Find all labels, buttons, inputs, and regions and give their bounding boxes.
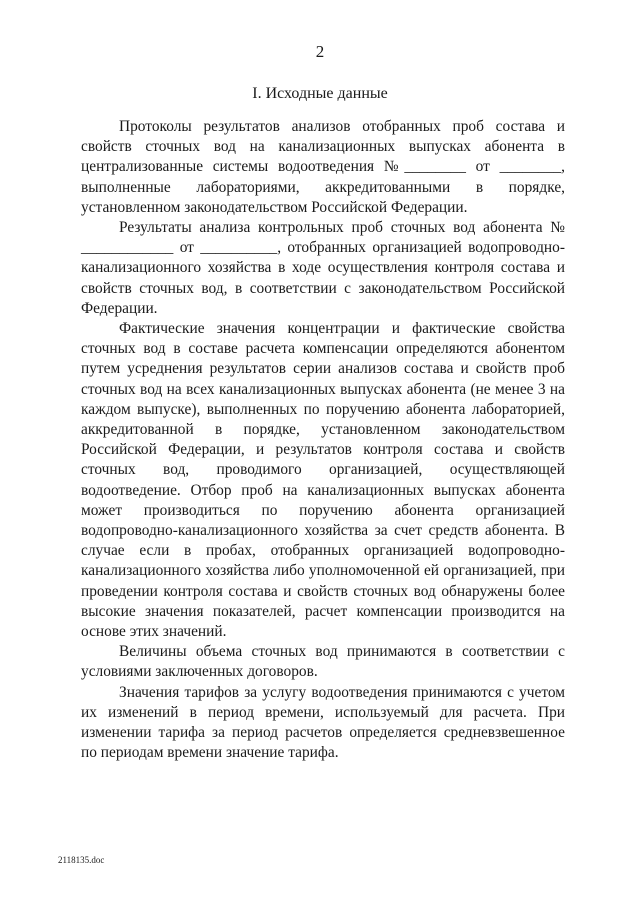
section-heading: I. Исходные данные bbox=[252, 85, 388, 102]
paragraph-tariffs: Значения тарифов за услугу водоотведения принимаются с учетом их изменений в период времени, используемый для расчета. При изменении тарифа за период расчетов определяется средневзвешенное по периодам времени значение тарифа. bbox=[81, 683, 565, 762]
paragraph-volumes: Величины объема сточных вод принимаются в соответствии с условиями заключенных договоров. bbox=[81, 643, 565, 681]
paragraph-protocols: Протоколы результатов анализов отобранных проб состава и свойств сточных вод на канализационных выпусках абонента в централизованные системы водоотведения №________ от ________, выполненные лабораториями, аккредитованными в порядке, установленном законодательством Российской Федерации. bbox=[81, 118, 565, 216]
page-number: 2 bbox=[315, 42, 325, 61]
paragraph-actual-values: Фактические значения концентрации и фактические свойства сточных вод в составе расчета компенсации определяются абонентом путем усреднения результатов серии анализов состава и свойств проб сточных вод на всех канализационных выпусках абонента (не менее 3 на каждом выпуске), выполненных по поручению абонента лабораторией, аккредитованной в порядке, установленном законодательством Российской Федерации, и результатов контроля состава и свойств сточных вод, проводимого организацией, осуществляющей водоотведение. Отбор проб на канализационных выпусках абонента может производиться по поручению абонента организацией водопроводно-канализационного хозяйства за счет средств абонента. В случае если в пробах, отобранных организацией водопроводно-канализационного хозяйства либо уполномоченной ей организацией, при проведении контроля состава и свойств сточных вод обнаружены более высокие значения показателей, расчет компенсации производится на основе этих значений. bbox=[81, 320, 565, 641]
file-name-footer: 2118135.doc bbox=[58, 855, 105, 865]
document-body bbox=[81, 117, 565, 764]
paragraph-control-results: Результаты анализа контрольных проб сточных вод абонента № ____________ от __________, отобранных организацией водопроводно-канализационного хозяйства в ходе осуществления контроля состава и свойств сточных вод, в соответствии с законодательством Российской Федерации. bbox=[81, 219, 565, 317]
